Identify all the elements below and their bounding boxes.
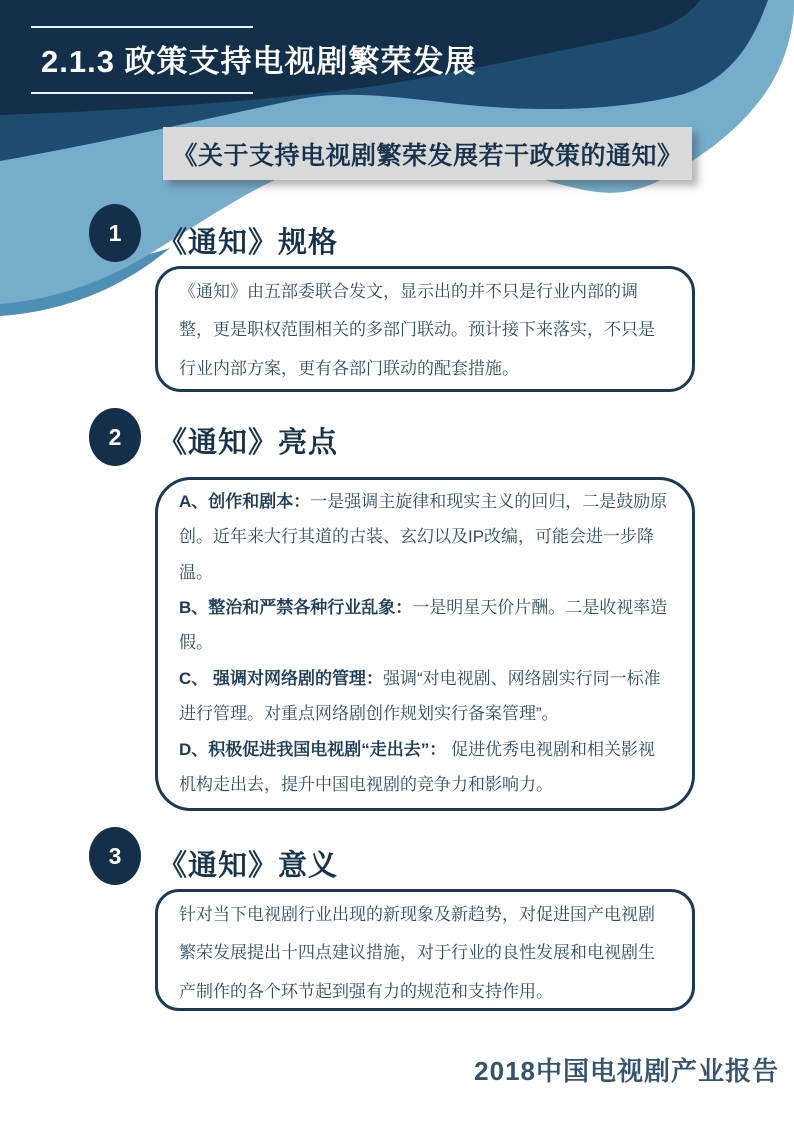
highlight-item-b: [179, 590, 671, 661]
highlight-item-d: [179, 732, 671, 803]
highlight-item-c-lead: C、 强调对网络剧的管理：: [179, 668, 383, 688]
report-footer: 2018中国电视剧产业报告: [474, 1056, 779, 1086]
section-3-body: 针对当下电视剧行业出现的新现象及新趋势，对促进国产电视剧繁荣发展提出十四点建议措施，对于行业的良性发展和电视剧生产制作的各个环节起到强有力的规范和支持作用。: [179, 905, 655, 1001]
section-1-body: 《通知》由五部委联合发文，显示出的并不只是行业内部的调整，更是职权范围相关的多部门联动。预计接下来落实，不只是行业内部方案，更有各部门联动的配套措施。: [179, 282, 655, 378]
notice-banner: 《关于支持电视剧繁荣发展若干政策的通知》: [163, 127, 692, 180]
highlight-item-a-lead: A、创作和剧本：: [179, 492, 311, 511]
title-rule-top: [31, 26, 253, 28]
section-2-heading: 《通知》亮点: [158, 427, 339, 459]
highlight-item-a: [179, 484, 671, 590]
section-1-heading: 《通知》规格: [158, 227, 339, 259]
section-3-box: [155, 889, 695, 1011]
highlight-item-d-text: 促进优秀电视剧和相关影视机构走出去，提升中国电视剧的竞争力和影响力。: [179, 739, 656, 794]
highlight-item-b-lead: B、整治和严禁各种行业乱象：: [179, 598, 413, 618]
section-2-box: [155, 477, 695, 811]
highlight-item-b-text: 一是明星天价片酬。二是收视率造假。: [179, 598, 668, 653]
page-title: 2.1.3 政策支持电视剧繁荣发展: [41, 44, 477, 79]
highlight-item-c-text: 强调“对电视剧、网络剧实行同一标准进行管理。对重点网络剧创作规划实行备案管理”。: [179, 668, 661, 724]
highlight-item-a-text: 一是强调主旋律和现实主义的回归，二是鼓励原创。近年来大行其道的古装、玄幻以及IP改编，可能会进一步降温。: [179, 492, 668, 582]
highlight-item-c: [179, 661, 671, 732]
section-3-number-badge: 3: [89, 827, 141, 885]
section-1-number-badge: 1: [89, 204, 141, 262]
section-1-box: [155, 266, 695, 392]
highlight-item-d-lead: D、积极促进我国电视剧“走出去”：: [179, 739, 447, 759]
section-2-number-badge: 2: [89, 408, 141, 466]
section-3-heading: 《通知》意义: [158, 850, 339, 882]
title-rule-bottom: [31, 92, 253, 94]
